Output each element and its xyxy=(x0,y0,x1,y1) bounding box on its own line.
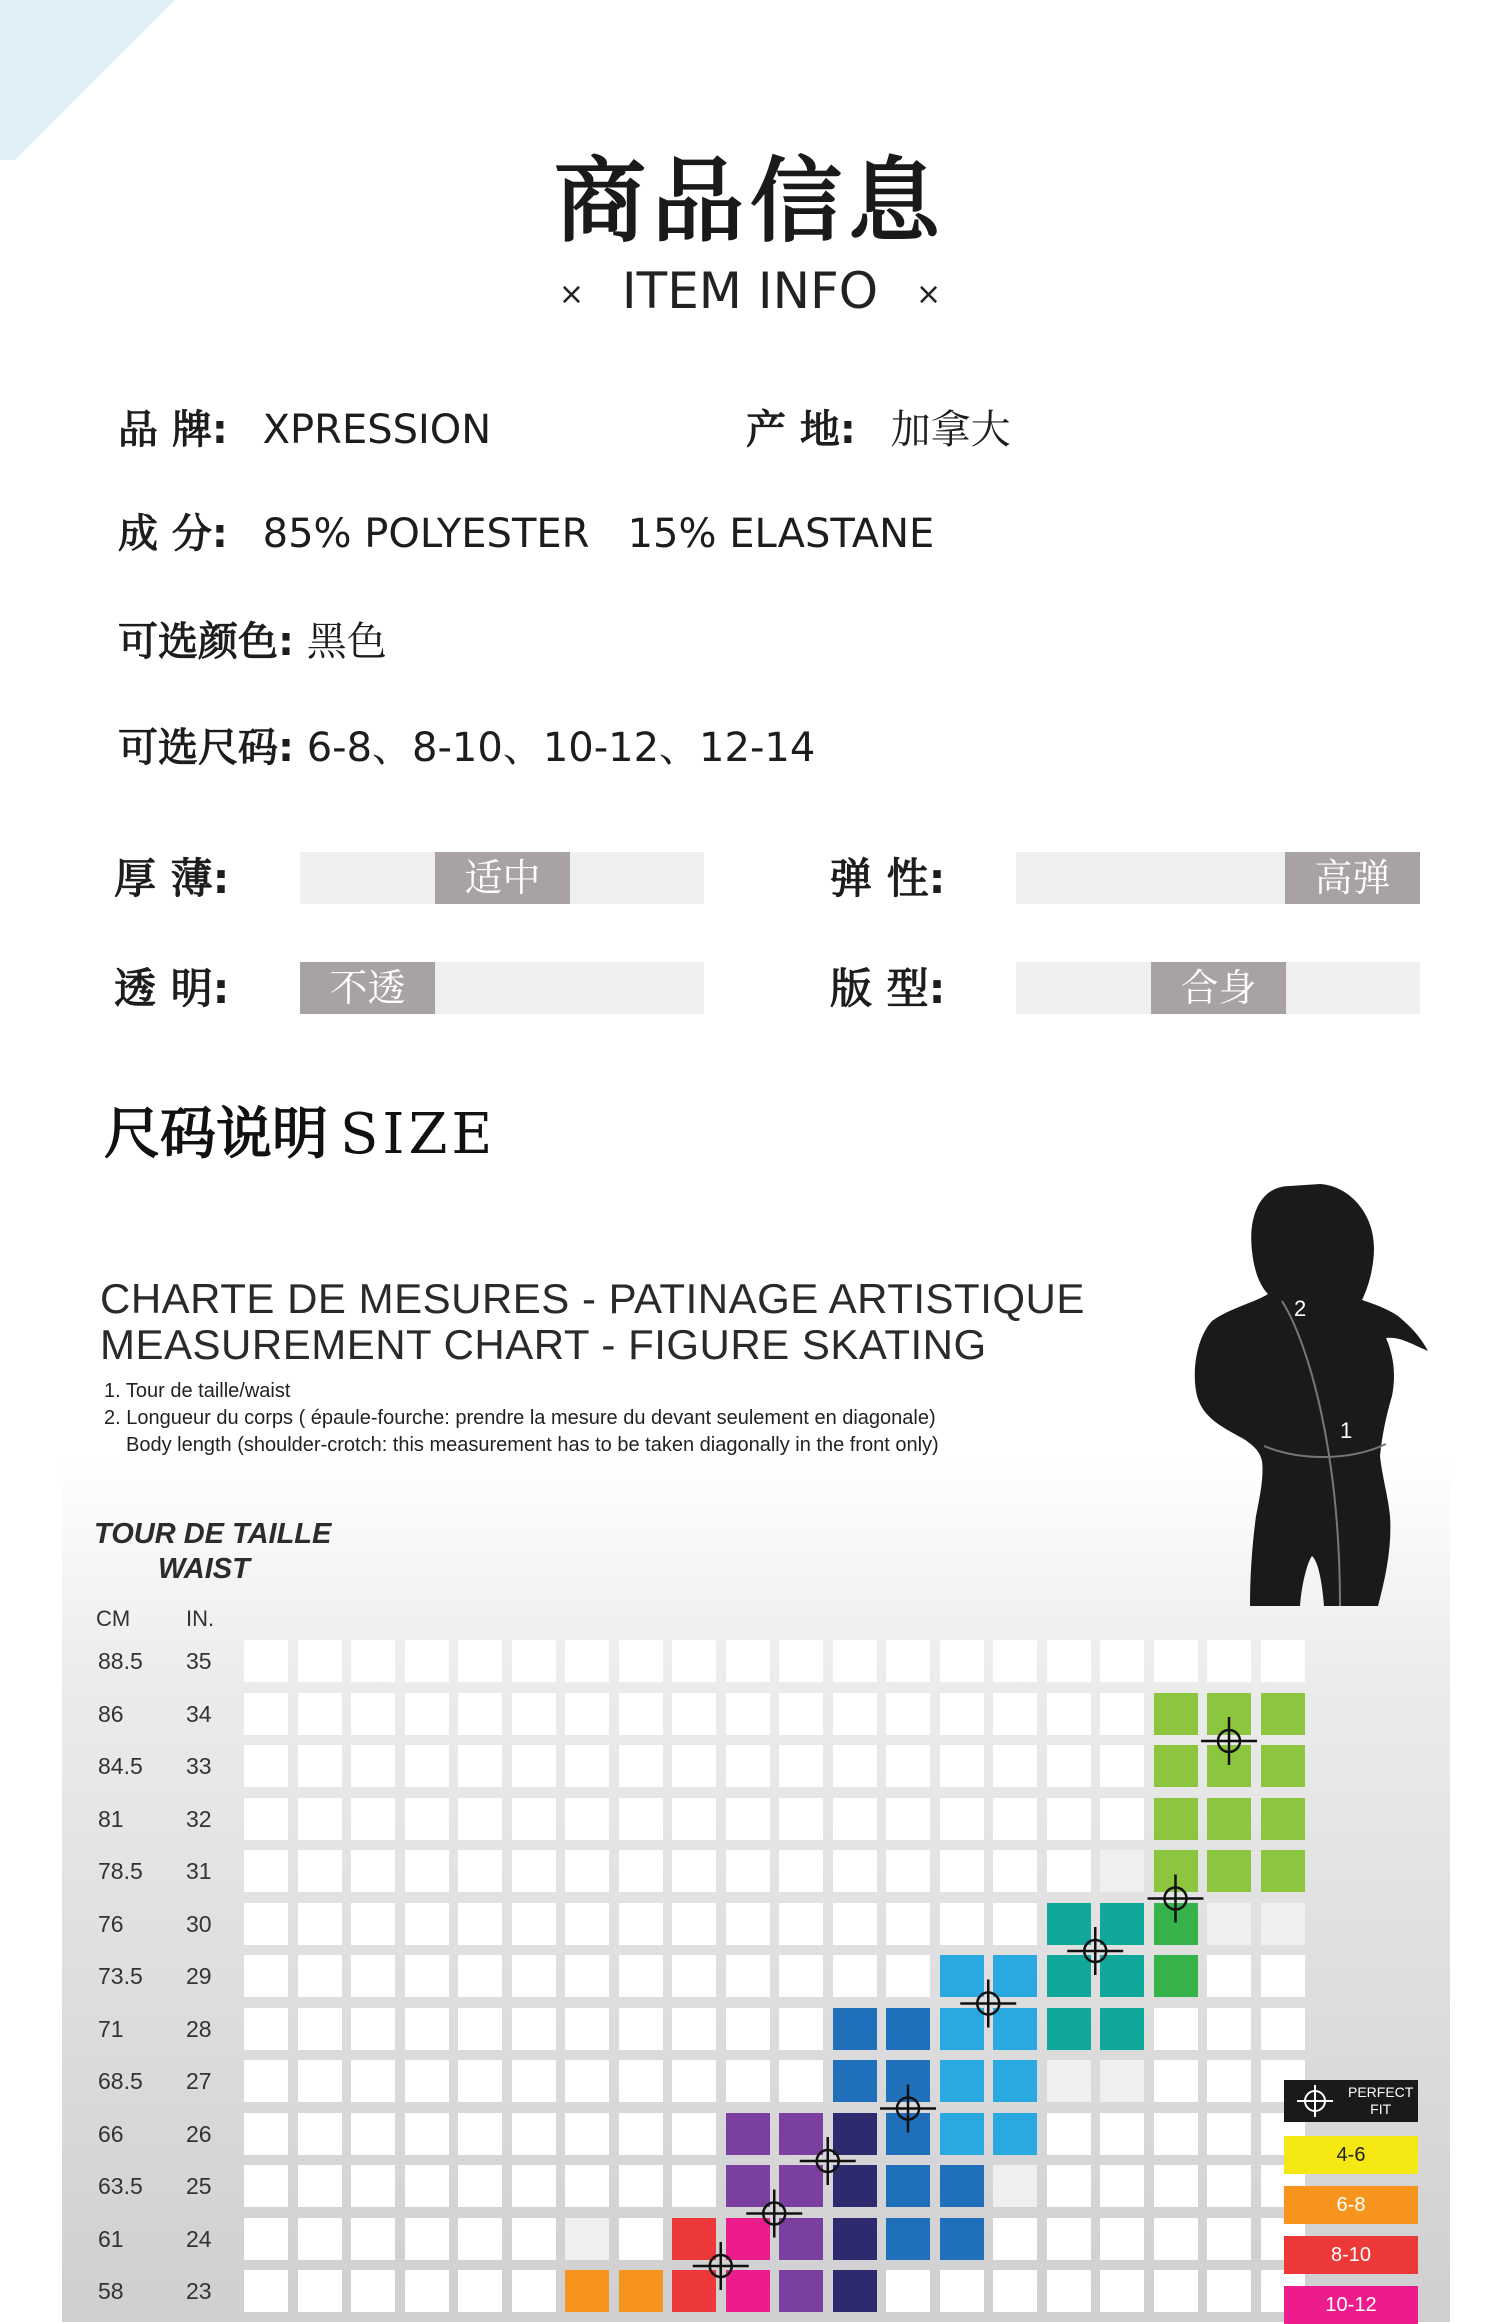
page-title: 商品信息 xyxy=(553,148,946,255)
origin-value: 加拿大 xyxy=(890,407,1011,453)
color-value: 黑色 xyxy=(306,619,387,665)
row-label-cm: 86 xyxy=(98,1700,124,1727)
perfect-fit-crosshair xyxy=(1148,1875,1204,1923)
color-label: 可选颜色: xyxy=(118,619,294,665)
chart-title-en: MEASUREMENT CHART - FIGURE SKATING xyxy=(100,1321,987,1368)
subtitle-left-mark: × xyxy=(558,277,584,312)
row-label-cm: 88.5 xyxy=(98,1648,143,1674)
elasticity-label: 弹 性: xyxy=(830,854,946,903)
row-label-cm: 68.5 xyxy=(98,2068,143,2094)
thickness-fill: 适中 xyxy=(435,852,570,904)
brand-value: XPRESSION xyxy=(262,407,492,453)
row-label-in: 25 xyxy=(186,2173,212,2199)
row-label-in: 32 xyxy=(186,1805,212,1832)
row-label-cm: 76 xyxy=(98,1910,124,1937)
row-label-in: 26 xyxy=(186,2120,212,2147)
row-label-cm: 84.5 xyxy=(98,1753,143,1779)
transparency-label: 透 明: xyxy=(114,964,230,1013)
legend-perfect-fit-label: PERFECT FIT xyxy=(1348,2084,1414,2117)
row-label-cm: 71 xyxy=(98,2015,124,2042)
row-label-in: 35 xyxy=(186,1648,212,1674)
perfect-fit-crosshair xyxy=(1201,1717,1257,1765)
legend-perfect-fit xyxy=(1284,2080,1418,2122)
size-label: 可选尺码: xyxy=(118,725,294,771)
thickness-label: 厚 薄: xyxy=(114,854,230,903)
row-label-cm: 78.5 xyxy=(98,1858,143,1884)
chart-note-2: 2. Longueur du corps ( épaule-fourche: prendre la mesure du devant seulement en diagonale) xyxy=(104,1407,936,1429)
row-label-in: 33 xyxy=(186,1753,212,1779)
origin-label: 产 地: xyxy=(746,407,856,453)
legend-6-8: 6-8 xyxy=(1284,2186,1418,2224)
perfect-fit-crosshair xyxy=(693,2242,749,2290)
perfect-fit-crosshair xyxy=(800,2137,856,2185)
perfect-fit-crosshair xyxy=(880,2085,936,2133)
legend-10-12: 10-12 xyxy=(1284,2286,1418,2324)
figure-label-2: 2 xyxy=(1294,1296,1307,1321)
fit-fill: 合身 xyxy=(1151,962,1286,1014)
row-label-in: 28 xyxy=(186,2015,212,2042)
row-label-in: 24 xyxy=(186,2225,212,2252)
row-label-in: 29 xyxy=(186,1963,212,1989)
size-heading-en: SIZE xyxy=(340,1102,497,1167)
fit-label: 版 型: xyxy=(830,964,946,1013)
brand-label: 品 牌: xyxy=(118,407,228,453)
elasticity-fill: 高弹 xyxy=(1285,852,1420,904)
material-value: 85% POLYESTER 15% ELASTANE xyxy=(262,511,935,557)
subtitle-text: ITEM INFO xyxy=(621,262,879,320)
chart-note-3: Body length (shoulder-crotch: this measurement has to be taken diagonally in the front only) xyxy=(126,1434,939,1456)
figure-label-1: 1 xyxy=(1340,1418,1353,1443)
material-label: 成 分: xyxy=(118,511,228,557)
row-label-cm: 58 xyxy=(98,2278,124,2304)
size-value: 6-8、8-10、10-12、12-14 xyxy=(306,725,816,771)
row-label-cm: 73.5 xyxy=(98,1963,143,1989)
perfect-fit-crosshair xyxy=(746,2190,802,2238)
chart-note-1: 1. Tour de taille/waist xyxy=(104,1380,291,1402)
legend-8-10: 8-10 xyxy=(1284,2236,1418,2274)
unit-cm-header: CM xyxy=(96,1606,131,1631)
row-label-in: 31 xyxy=(186,1858,212,1884)
row-label-cm: 63.5 xyxy=(98,2173,143,2199)
row-label-in: 27 xyxy=(186,2068,212,2094)
legend-4-6: 4-6 xyxy=(1284,2136,1418,2174)
size-heading-cn: 尺码说明 xyxy=(104,1102,328,1167)
perfect-fit-crosshair xyxy=(960,1980,1016,2028)
row-label-in: 30 xyxy=(186,1910,212,1937)
chart-title-fr: CHARTE DE MESURES - PATINAGE ARTISTIQUE xyxy=(100,1275,1085,1322)
transparency-fill: 不透 xyxy=(300,962,435,1014)
row-label-cm: 81 xyxy=(98,1805,124,1832)
row-label-cm: 61 xyxy=(98,2225,124,2252)
row-label-cm: 66 xyxy=(98,2120,124,2147)
row-label-in: 23 xyxy=(186,2278,212,2304)
axis-title-fr: TOUR DE TAILLE xyxy=(94,1518,332,1550)
legend-crosshair-icon xyxy=(1290,2080,1340,2122)
unit-in-header: IN. xyxy=(186,1606,215,1631)
subtitle-right-mark: × xyxy=(916,277,942,312)
axis-title-en: WAIST xyxy=(158,1553,250,1585)
perfect-fit-crosshair xyxy=(1067,1927,1123,1975)
row-label-in: 34 xyxy=(186,1700,212,1727)
